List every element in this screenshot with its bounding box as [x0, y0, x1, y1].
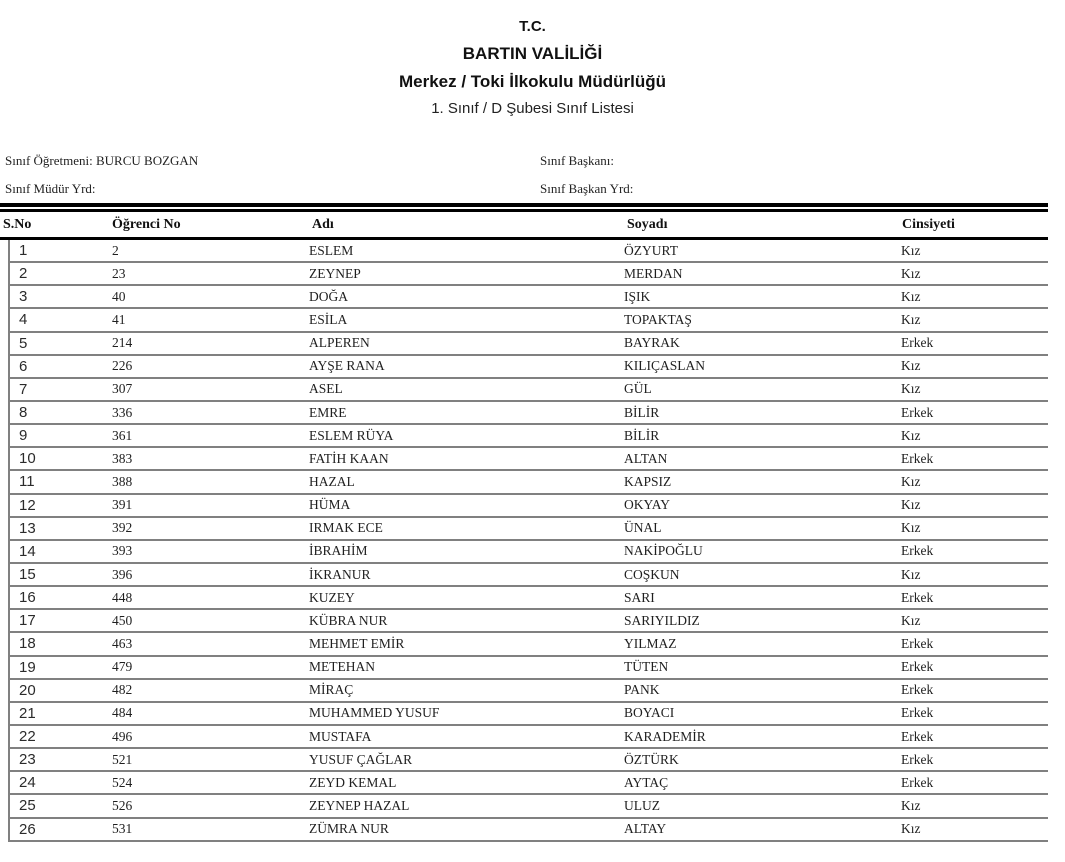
- class-teacher-value: BURCU BOZGAN: [96, 153, 199, 168]
- cell-cinsiyeti: Erkek: [901, 335, 934, 351]
- cell-cinsiyeti: Erkek: [901, 543, 934, 559]
- table-row: [10, 495, 1048, 518]
- cell-cinsiyeti: Kız: [901, 797, 921, 813]
- cell-soyadi: BİLİR: [624, 427, 660, 443]
- cell-sno: 24: [19, 774, 36, 792]
- cell-adi: ALPEREN: [309, 335, 370, 351]
- cell-sno: 22: [19, 728, 36, 746]
- table-row: [10, 587, 1048, 610]
- cell-ogrenci-no: 361: [112, 427, 133, 443]
- cell-sno: 10: [19, 450, 36, 468]
- class-teacher-line: [5, 153, 198, 169]
- cell-adi: METEHAN: [309, 659, 375, 675]
- column-header-adi: Adı: [312, 216, 334, 232]
- cell-cinsiyeti: Kız: [901, 520, 921, 536]
- cell-soyadi: KARADEMİR: [624, 728, 706, 744]
- table-row: [10, 772, 1048, 795]
- cell-adi: ZEYNEP HAZAL: [309, 797, 410, 813]
- cell-ogrenci-no: 336: [112, 404, 133, 420]
- cell-sno: 19: [19, 658, 36, 676]
- cell-soyadi: ULUZ: [624, 797, 660, 813]
- cell-sno: 11: [19, 473, 35, 491]
- cell-sno: 23: [19, 751, 36, 769]
- cell-soyadi: OKYAY: [624, 497, 671, 513]
- cell-cinsiyeti: Erkek: [901, 751, 934, 767]
- cell-ogrenci-no: 214: [112, 335, 133, 351]
- cell-ogrenci-no: 526: [112, 797, 133, 813]
- cell-sno: 3: [19, 288, 28, 306]
- cell-ogrenci-no: 393: [112, 543, 133, 559]
- cell-sno: 25: [19, 797, 36, 815]
- table-row: [10, 795, 1048, 818]
- cell-ogrenci-no: 388: [112, 473, 133, 489]
- cell-cinsiyeti: Erkek: [901, 659, 934, 675]
- cell-ogrenci-no: 524: [112, 774, 133, 790]
- cell-cinsiyeti: Kız: [901, 473, 921, 489]
- cell-soyadi: ÜNAL: [624, 520, 662, 536]
- cell-soyadi: PANK: [624, 682, 660, 698]
- table-header-row: [0, 212, 1048, 240]
- cell-cinsiyeti: Erkek: [901, 589, 934, 605]
- cell-soyadi: NAKİPOĞLU: [624, 543, 703, 559]
- cell-sno: 5: [19, 334, 28, 352]
- republic-title: T.C.: [519, 18, 546, 35]
- cell-soyadi: BİLİR: [624, 404, 660, 420]
- cell-soyadi: ÖZYURT: [624, 242, 678, 258]
- cell-ogrenci-no: 41: [112, 311, 126, 327]
- cell-soyadi: IŞIK: [624, 288, 651, 304]
- cell-soyadi: AYTAÇ: [624, 774, 669, 790]
- cell-adi: ZEYNEP: [309, 265, 361, 281]
- cell-cinsiyeti: Kız: [901, 612, 921, 628]
- cell-soyadi: GÜL: [624, 381, 652, 397]
- cell-adi: MUSTAFA: [309, 728, 372, 744]
- cell-adi: KÜBRA NUR: [309, 612, 388, 628]
- table-row: [10, 633, 1048, 656]
- column-header-sno: S.No: [3, 216, 32, 232]
- cell-ogrenci-no: 396: [112, 566, 133, 582]
- cell-sno: 2: [19, 265, 28, 283]
- cell-cinsiyeti: Kız: [901, 427, 921, 443]
- cell-sno: 12: [19, 496, 36, 514]
- cell-sno: 18: [19, 635, 36, 653]
- column-header-ogrenci-no: Öğrenci No: [112, 216, 181, 232]
- table-row: [10, 610, 1048, 633]
- cell-cinsiyeti: Kız: [901, 381, 921, 397]
- cell-sno: 17: [19, 612, 36, 630]
- cell-adi: AYŞE RANA: [309, 358, 385, 374]
- cell-adi: MUHAMMED YUSUF: [309, 705, 440, 721]
- cell-cinsiyeti: Kız: [901, 288, 921, 304]
- cell-sno: 20: [19, 681, 36, 699]
- cell-soyadi: KAPSIZ: [624, 473, 672, 489]
- table-row: [10, 286, 1048, 309]
- table-row: [10, 356, 1048, 379]
- cell-adi: IRMAK ECE: [309, 520, 383, 536]
- cell-ogrenci-no: 307: [112, 381, 133, 397]
- cell-ogrenci-no: 479: [112, 659, 133, 675]
- cell-adi: ZÜMRA NUR: [309, 821, 389, 837]
- cell-soyadi: TOPAKTAŞ: [624, 311, 692, 327]
- cell-ogrenci-no: 40: [112, 288, 126, 304]
- cell-cinsiyeti: Kız: [901, 497, 921, 513]
- cell-cinsiyeti: Kız: [901, 265, 921, 281]
- cell-sno: 26: [19, 820, 36, 838]
- cell-cinsiyeti: Erkek: [901, 450, 934, 466]
- cell-ogrenci-no: 23: [112, 265, 126, 281]
- class-list-subtitle: 1. Sınıf / D Şubesi Sınıf Listesi: [431, 100, 634, 117]
- table-row: [10, 749, 1048, 772]
- cell-sno: 4: [19, 311, 28, 329]
- deputy-principal-line: [5, 181, 96, 197]
- table-row: [10, 379, 1048, 402]
- table-row: [10, 263, 1048, 286]
- cell-soyadi: COŞKUN: [624, 566, 680, 582]
- cell-sno: 13: [19, 519, 36, 537]
- table-row: [10, 541, 1048, 564]
- school-title: Merkez / Toki İlkokulu Müdürlüğü: [399, 72, 666, 91]
- table-top-rule: [0, 203, 1048, 212]
- cell-cinsiyeti: Erkek: [901, 635, 934, 651]
- cell-adi: YUSUF ÇAĞLAR: [309, 751, 413, 767]
- class-president-line: [540, 153, 614, 169]
- cell-sno: 8: [19, 404, 28, 422]
- cell-soyadi: SARIYILDIZ: [624, 612, 700, 628]
- cell-sno: 7: [19, 380, 28, 398]
- deputy-principal-label: Sınıf Müdür Yrd:: [5, 181, 96, 196]
- table-row: [10, 518, 1048, 541]
- cell-sno: 9: [19, 427, 28, 445]
- deputy-president-label: Sınıf Başkan Yrd:: [540, 181, 634, 196]
- cell-adi: ZEYD KEMAL: [309, 774, 397, 790]
- cell-adi: İKRANUR: [309, 566, 371, 582]
- table-row: [10, 657, 1048, 680]
- student-table: [0, 203, 1048, 842]
- cell-soyadi: ÖZTÜRK: [624, 751, 679, 767]
- table-row: [10, 819, 1048, 842]
- cell-adi: ESİLA: [309, 311, 348, 327]
- column-header-soyadi: Soyadı: [627, 216, 668, 232]
- class-president-label: Sınıf Başkanı:: [540, 153, 615, 168]
- cell-ogrenci-no: 450: [112, 612, 133, 628]
- cell-adi: MEHMET EMİR: [309, 635, 405, 651]
- cell-adi: DOĞA: [309, 288, 348, 304]
- table-row: [10, 703, 1048, 726]
- cell-cinsiyeti: Kız: [901, 358, 921, 374]
- cell-sno: 16: [19, 589, 36, 607]
- class-teacher-label: Sınıf Öğretmeni:: [5, 153, 93, 168]
- cell-soyadi: SARI: [624, 589, 655, 605]
- cell-soyadi: BAYRAK: [624, 335, 680, 351]
- cell-cinsiyeti: Erkek: [901, 682, 934, 698]
- cell-sno: 21: [19, 704, 36, 722]
- cell-soyadi: ALTAN: [624, 450, 668, 466]
- table-row: [10, 333, 1048, 356]
- table-row: [10, 564, 1048, 587]
- cell-ogrenci-no: 482: [112, 682, 133, 698]
- table-row: [10, 402, 1048, 425]
- cell-cinsiyeti: Kız: [901, 821, 921, 837]
- cell-adi: HÜMA: [309, 497, 351, 513]
- cell-cinsiyeti: Kız: [901, 566, 921, 582]
- cell-sno: 15: [19, 566, 36, 584]
- cell-adi: ASEL: [309, 381, 343, 397]
- cell-sno: 1: [19, 242, 28, 260]
- cell-adi: MİRAÇ: [309, 682, 354, 698]
- table-row: [10, 425, 1048, 448]
- cell-ogrenci-no: 226: [112, 358, 133, 374]
- cell-sno: 14: [19, 542, 36, 560]
- info-section: [0, 151, 1065, 201]
- cell-cinsiyeti: Erkek: [901, 404, 934, 420]
- cell-ogrenci-no: 496: [112, 728, 133, 744]
- cell-soyadi: MERDAN: [624, 265, 683, 281]
- table-row: [10, 680, 1048, 703]
- cell-soyadi: YILMAZ: [624, 635, 677, 651]
- column-header-cinsiyeti: Cinsiyeti: [902, 216, 955, 232]
- cell-adi: ESLEM RÜYA: [309, 427, 394, 443]
- document-header: [0, 18, 1065, 117]
- cell-ogrenci-no: 391: [112, 497, 133, 513]
- cell-adi: KUZEY: [309, 589, 355, 605]
- cell-soyadi: TÜTEN: [624, 659, 669, 675]
- deputy-president-line: [540, 181, 633, 197]
- cell-ogrenci-no: 2: [112, 242, 119, 258]
- cell-adi: EMRE: [309, 404, 347, 420]
- cell-soyadi: ALTAY: [624, 821, 667, 837]
- cell-ogrenci-no: 383: [112, 450, 133, 466]
- table-row: [10, 726, 1048, 749]
- cell-soyadi: BOYACI: [624, 705, 675, 721]
- cell-cinsiyeti: Kız: [901, 311, 921, 327]
- cell-adi: ESLEM: [309, 242, 354, 258]
- table-row: [10, 240, 1048, 263]
- cell-cinsiyeti: Erkek: [901, 705, 934, 721]
- cell-adi: HAZAL: [309, 473, 355, 489]
- governorship-title: BARTIN VALİLİĞİ: [462, 44, 603, 63]
- cell-ogrenci-no: 521: [112, 751, 133, 767]
- cell-ogrenci-no: 531: [112, 821, 133, 837]
- table-row: [10, 309, 1048, 332]
- cell-ogrenci-no: 392: [112, 520, 133, 536]
- table-row: [10, 471, 1048, 494]
- cell-cinsiyeti: Erkek: [901, 774, 934, 790]
- cell-adi: FATİH KAAN: [309, 450, 389, 466]
- cell-soyadi: KILIÇASLAN: [624, 358, 705, 374]
- cell-cinsiyeti: Kız: [901, 242, 921, 258]
- table-row: [10, 448, 1048, 471]
- cell-ogrenci-no: 484: [112, 705, 133, 721]
- table-body: [8, 240, 1048, 842]
- cell-cinsiyeti: Erkek: [901, 728, 934, 744]
- cell-ogrenci-no: 463: [112, 635, 133, 651]
- cell-adi: İBRAHİM: [309, 543, 368, 559]
- cell-ogrenci-no: 448: [112, 589, 133, 605]
- cell-sno: 6: [19, 357, 28, 375]
